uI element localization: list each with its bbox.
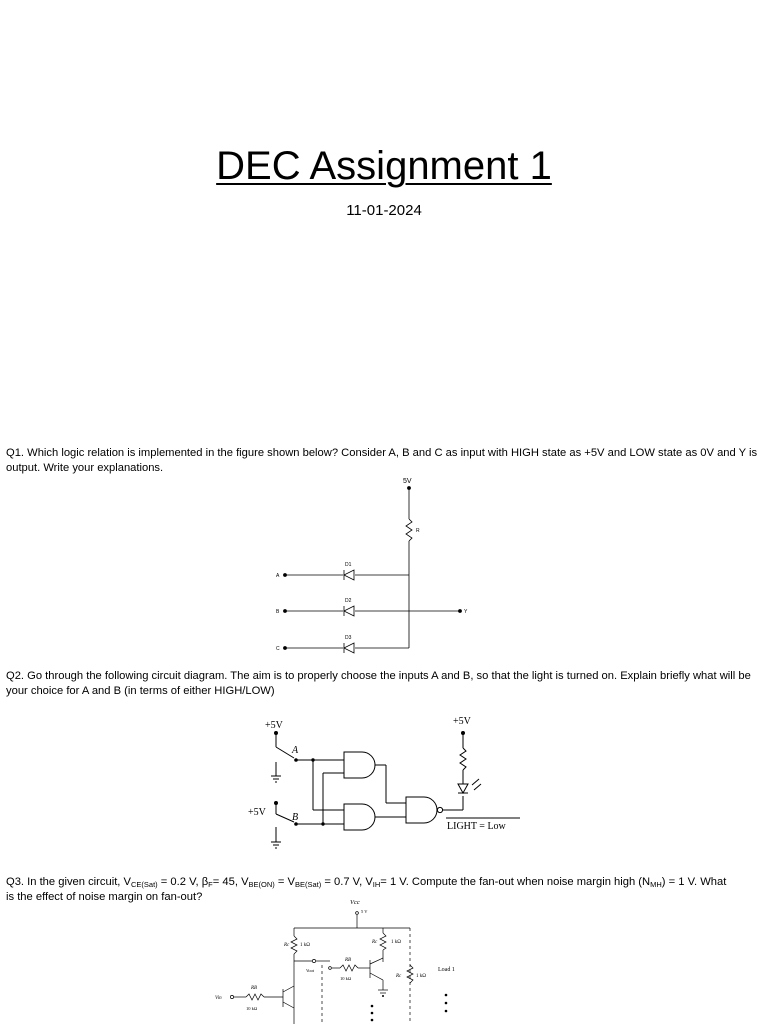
q3-rb1-label: RB <box>251 986 258 991</box>
q3-vin-label: Vin <box>215 996 222 1001</box>
q1-input-a-label: A <box>276 573 280 579</box>
question-3-text: Q3. In the given circuit, $V_{CE(Sat)} = 0.2$ V, $\beta_F= 45$, $V_{BE(ON)} = V_{BE(Sat)} = 0.7$ V, $V_{IH}= 1$ V. Compute the fan-out when noise margin high $(N_{MH}) = 1$ V. What is the effect of noise margin on fan-out? <box>6 876 727 903</box>
q3-rc3-label: Rc <box>396 974 402 979</box>
q1-supply-label: 5V <box>403 478 412 485</box>
q1-diode-d1-label: D1 <box>345 562 352 568</box>
q1-input-c-label: C <box>276 646 280 652</box>
q3-rc1-label: Rc <box>284 943 290 948</box>
q1-resistor-label: R <box>416 528 420 534</box>
q2-input-a-label: A <box>292 745 299 756</box>
q1-diode-d2-label: D2 <box>345 598 352 604</box>
q2-supply-b-label: +5V <box>248 807 266 818</box>
q3-vcc-label: Vcc <box>350 899 360 906</box>
q2-input-b-label: B <box>292 812 299 823</box>
q1-output-y-label: Y <box>464 609 468 615</box>
q3-load-label: Load 1 <box>438 967 455 973</box>
q3-rb2-label: RB <box>345 958 352 963</box>
q2-supply-light-label: +5V <box>453 716 471 727</box>
question-2-text: Q2. Go through the following circuit diagram. The aim is to properly choose the inputs A and B, so that the light is turned on. Explain briefly what will be your choice for A and B (in terms of either HIGH/LOW) <box>6 670 751 697</box>
q2-light-label: LIGHT = Low <box>447 821 506 832</box>
question-1-text: Q1. Which logic relation is implemented in the figure shown below? Consider A, B and C as input with HIGH state as +5V and LOW state as 0V and Y is output. Write your explanations. <box>6 447 758 474</box>
q2-supply-a-label: +5V <box>265 720 283 731</box>
q3-vcc-value: 5 V <box>361 909 368 914</box>
assignment-date: 11-01-2024 <box>346 202 422 219</box>
q1-diode-d3-label: D3 <box>345 635 352 641</box>
q3-rb2-value: 10 kΩ <box>340 976 352 981</box>
q1-input-b-label: B <box>276 609 280 615</box>
q3-rc3-value: 1 kΩ <box>416 974 426 979</box>
page-title: DEC Assignment 1 <box>216 144 552 188</box>
q3-vout-label: Vout <box>306 968 315 973</box>
q3-rb1-value: 10 kΩ <box>246 1006 258 1011</box>
q3-rc1-value: 1 kΩ <box>300 943 310 948</box>
q3-rc2-label: Rc <box>372 940 378 945</box>
q3-rc2-value: 1 kΩ <box>391 940 401 945</box>
